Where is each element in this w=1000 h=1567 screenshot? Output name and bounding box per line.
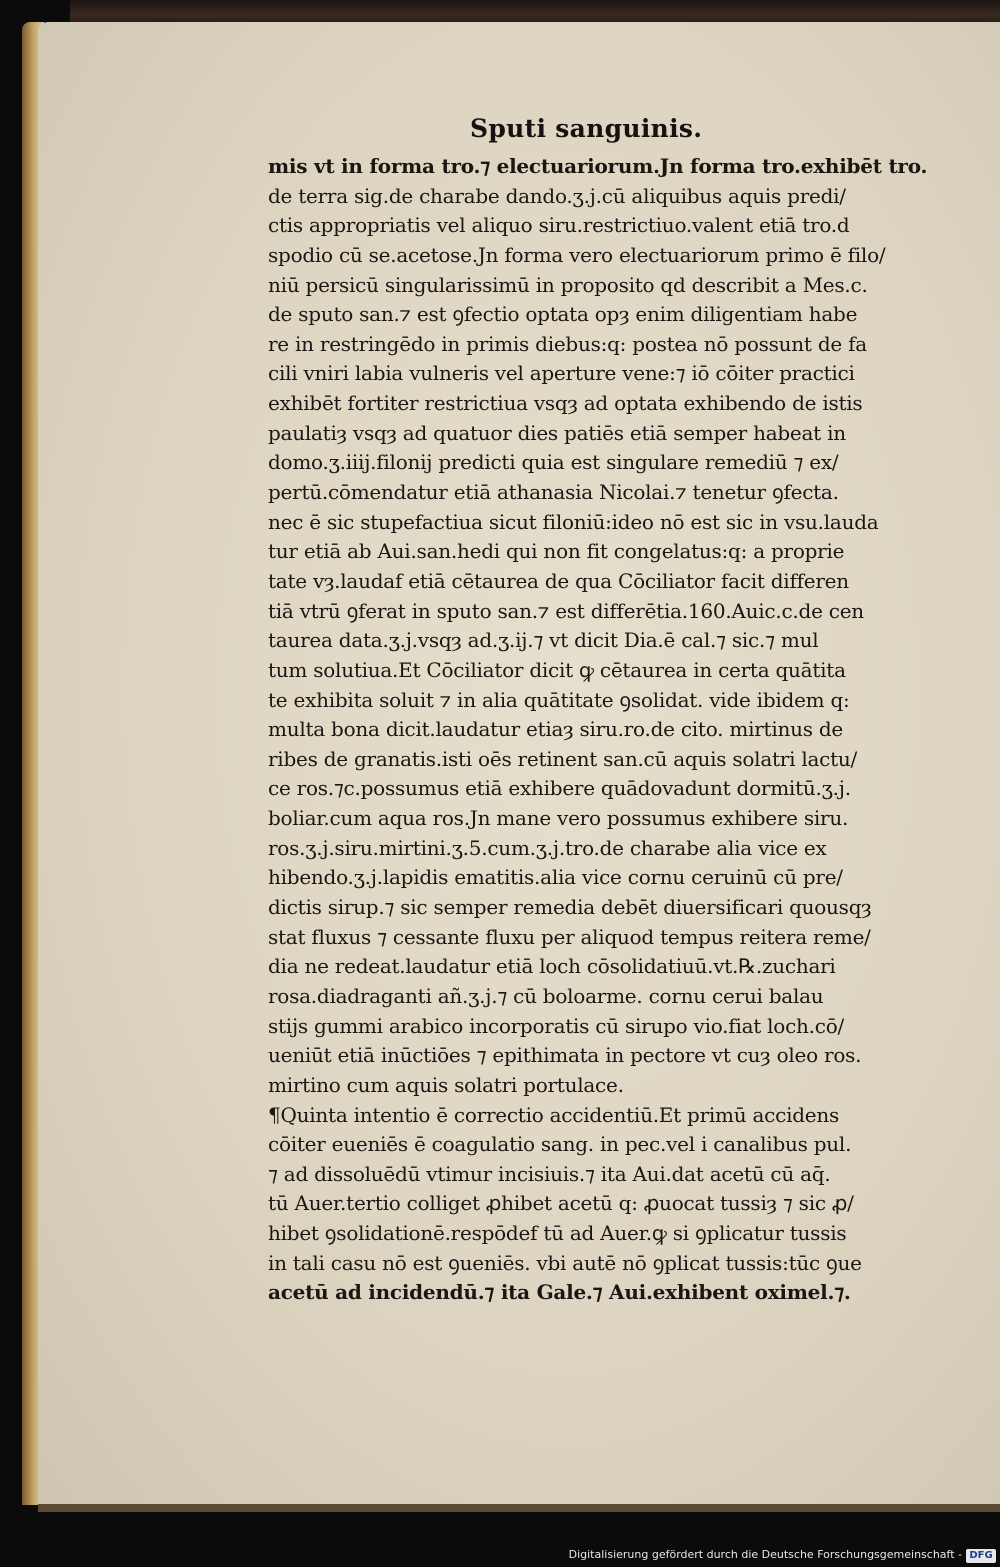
text-line: ⁊ ad dissoluēdū vtimur incisiuis.⁊ ita Aui.dat acetū cū aq̄. [268, 1161, 831, 1186]
text-line: re in restringēdo in primis diebus:q: postea nō possunt de fa [268, 331, 867, 356]
text-line: ros.ʒ.j.siru.mirtini.ʒ.5.cum.ʒ.j.tro.de charabe alia vice ex [268, 835, 827, 860]
text-line: te exhibita soluit ⁊ in alia quātitate ꝯsolidat. vide ibidem q: [268, 687, 850, 712]
text-line: de terra sig.de charabe dando.ʒ.j.cū aliquibus aquis predi/ [268, 183, 846, 208]
text-line: mirtino cum aquis solatri portulace. [268, 1072, 624, 1097]
text-line: cili vniri labia vulneris vel aperture vene:⁊ iō cōiter practici [268, 361, 855, 386]
text-line: stat fluxus ⁊ cessante fluxu per aliquod tempus reitera reme/ [268, 924, 871, 949]
text-line: tate vȝ.laudaf etiā cētaurea de qua Cōciliator facit differen [268, 568, 849, 593]
dfg-logo: DFG [966, 1549, 996, 1563]
text-line: pertū.cōmendatur etiā athanasia Nicolai.⁊ tenetur ꝯfecta. [268, 480, 839, 505]
text-line: domo.ʒ.iiij.filonij predicti quia est singulare remediū ⁊ ex/ [268, 450, 839, 475]
text-line: tiā vtrū ꝯferat in sputo san.⁊ est differētia.160.Auic.c.de cen [268, 598, 864, 623]
text-line: ¶Quinta intentio ē correctio accidentiū.Et primū accidens [268, 1102, 840, 1127]
text-line: cōiter eueniēs ē coagulatio sang. in pec.vel i canalibus pul. [268, 1132, 852, 1157]
text-line: boliar.cum aqua ros.Jn mane vero possumus exhibere siru. [268, 806, 849, 831]
text-line: tū Auer.tertio colliget ꝓhibet acetū q: ꝓuocat tussiȝ ⁊ sic ꝓ/ [268, 1191, 854, 1216]
text-line: spodio cū se.acetose.Jn forma vero electuariorum primo ē filo/ [268, 242, 886, 267]
text-line: in tali casu nō est ꝯueniēs. vbi autē nō ꝯplicat tussis:tūc ꝯue [268, 1250, 862, 1275]
text-line: nec ē sic stupefactiua sicut filoniū:ideo nō est sic in vsu.lauda [268, 509, 879, 534]
text-line: hibet ꝯsolidationē.respōdef tū ad Auer.ꝙ si ꝯplicatur tussis [268, 1221, 847, 1246]
text-line: ctis appropriatis vel aliquo siru.restrictiuo.valent etiā tro.d [268, 213, 850, 238]
text-line: niū persicū singularissimū in proposito qd describit a Mes.c. [268, 272, 868, 297]
funding-notice: Digitalisierung gefördert durch die Deutsche Forschungsgemeinschaft - [568, 1548, 962, 1561]
text-line: acetū ad incidendū.⁊ ita Gale.⁊ Aui.exhibent oximel.⁊. [268, 1280, 851, 1305]
text-line: hibendo.ʒ.j.lapidis ematitis.alia vice cornu ceruinū cū pre/ [268, 865, 843, 890]
text-line: ribes de granatis.isti oēs retinent san.cū aquis solatri lactu/ [268, 746, 858, 771]
text-line: rosa.diadraganti añ.ʒ.j.⁊ cū boloarme. cornu cerui balau [268, 983, 824, 1008]
text-line: ce ros.⁊c.possumus etiā exhibere quādovadunt dormitū.ʒ.j. [268, 776, 851, 801]
text-line: tur etiā ab Aui.san.hedi qui non fit congelatus:q: a proprie [268, 539, 845, 564]
text-line: de sputo san.⁊ est ꝯfectio optata opȝ enim diligentiam habe [268, 302, 858, 327]
body-text [268, 152, 938, 1308]
text-line: exhibēt fortiter restrictiua vsqȝ ad optata exhibendo de istis [268, 391, 863, 416]
text-line: mis vt in forma tro.⁊ electuariorum.Jn forma tro.exhibēt tro. [268, 154, 928, 178]
running-head: Sputi sanguinis. [470, 114, 703, 143]
text-line: stijs gummi arabico incorporatis cū sirupo vio.fiat loch.cō/ [268, 1013, 845, 1038]
text-line: dictis sirup.⁊ sic semper remedia debēt diuersificari quousqȝ [268, 895, 872, 920]
text-line: dia ne redeat.laudatur etiā loch cōsolidatiuū.vt.℞.zuchari [268, 954, 836, 979]
text-line: ueniūt etiā inūctiōes ⁊ epithimata in pectore vt cuȝ oleo ros. [268, 1043, 862, 1068]
text-line: taurea data.ʒ.j.vsqȝ ad.ʒ.ij.⁊ vt dicit Dia.ē cal.⁊ sic.⁊ mul [268, 628, 819, 653]
text-line: tum solutiua.Et Cōciliator dicit ꝙ cētaurea in certa quātita [268, 657, 846, 682]
page-bottom-edge [38, 1504, 1000, 1512]
text-line: paulatiȝ vsqȝ ad quatuor dies patiēs etiā semper habeat in [268, 420, 846, 445]
text-line: multa bona dicit.laudatur etiaȝ siru.ro.de cito. mirtinus de [268, 717, 843, 742]
